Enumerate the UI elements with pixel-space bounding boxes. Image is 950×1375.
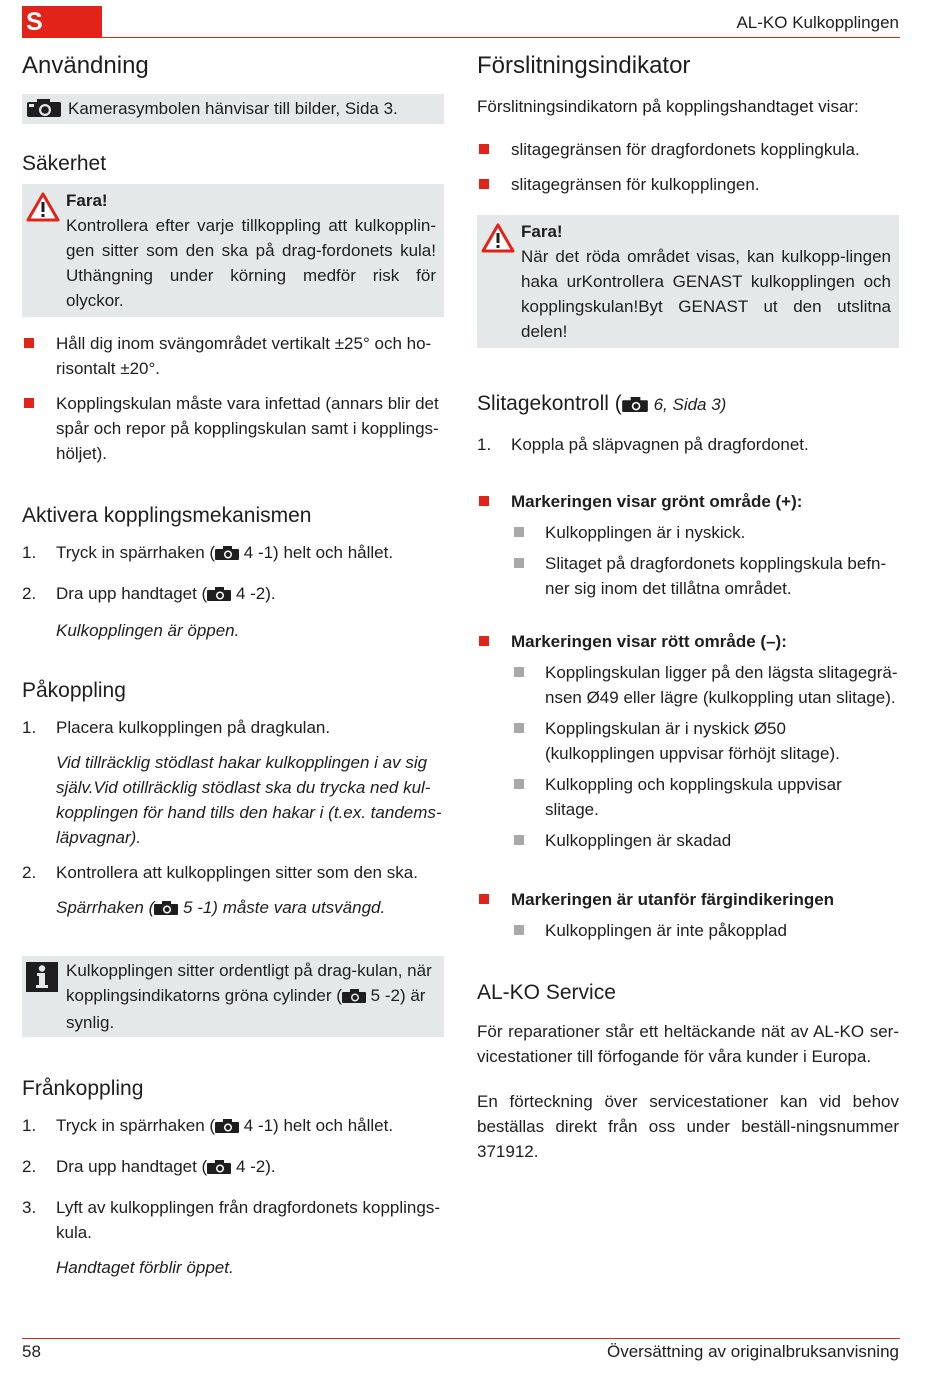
warning-triangle-icon — [26, 192, 60, 229]
outside-marking-title: Markeringen är utanför färgindikeringen — [477, 887, 899, 912]
list-item: Slitaget på dragfordonets kopplingskula befn-ner sig inom det tillåtna området. — [511, 551, 899, 601]
wear-intro: Förslitningsindikatorn på kopplingshandtaget visar: — [477, 97, 859, 116]
step-text: helt och hållet. — [278, 543, 394, 562]
step-text: Koppla på släpvagnen på dragfordonet. — [511, 435, 809, 454]
wear-warning-title: Fara! — [521, 222, 563, 241]
check-heading-text: Slitagekontroll ( — [477, 392, 622, 415]
page-number: 58 — [22, 1342, 41, 1361]
right-column — [477, 50, 899, 1164]
red-marking-title: Markeringen visar rött område (–): — [477, 629, 899, 654]
uncoupling-steps — [22, 1113, 444, 1245]
safety-bullet-list — [22, 331, 444, 466]
step-item — [22, 860, 444, 885]
step-number: 1. — [477, 435, 492, 454]
step-item — [22, 1154, 444, 1181]
step-text: Dra upp handtaget ( — [56, 584, 208, 603]
figure-reference: 4 -1) — [243, 1116, 279, 1135]
step-number: 2. — [22, 584, 37, 603]
check-heading — [477, 390, 899, 420]
safety-warning-title: Fara! — [66, 191, 108, 210]
figure-reference: 5 -1) måste vara utsvängd. — [183, 898, 386, 917]
safety-warning-box — [22, 184, 444, 317]
safety-heading: Säkerhet — [22, 152, 107, 175]
figure-reference: 5 -2) är synlig. — [66, 986, 426, 1032]
red-marking-list — [477, 629, 899, 654]
step-text: Placera kulkopplingen på dragkulan. — [56, 718, 331, 737]
figure-reference: 6, Sida 3) — [653, 395, 727, 414]
step-number: 2. — [22, 863, 37, 882]
warning-triangle-icon — [481, 223, 515, 260]
info-icon — [26, 962, 58, 999]
figure-reference: 4 -2). — [235, 1157, 276, 1176]
safety-warning-text: Kontrollera efter varje tillkoppling att kulkopplin-gen sitter som den ska på drag-fordonets kula! Uthängning under körning medför risk för olyckor. — [66, 216, 436, 310]
green-marking-title: Markeringen visar grönt område (+): — [477, 489, 899, 514]
activate-steps — [22, 540, 444, 608]
camera-icon — [207, 583, 231, 608]
camera-icon — [26, 98, 62, 125]
step-item — [22, 581, 444, 608]
camera-icon — [207, 1156, 231, 1181]
camera-icon — [215, 542, 239, 567]
header-rule — [102, 37, 900, 38]
activate-result: Kulkopplingen är öppen. — [56, 621, 240, 640]
step-item — [22, 1195, 444, 1245]
info-box — [22, 956, 444, 1037]
coupling-note: Vid tillräcklig stödlast hakar kulkopplingen i av sig själv.Vid otillräcklig stödlast ska du trycka ned kul-kopplingen för hand tills den hakar i (t.ex. tandems-läpvagnar). — [56, 753, 442, 847]
coupling-steps-2 — [22, 860, 444, 885]
info-text: Kulkopplingen sitter ordentligt på drag-kulan, när kopplingsindikatorns gröna cylinder ( — [66, 961, 432, 1005]
language-badge: S — [22, 6, 102, 38]
outside-marking-list — [477, 887, 899, 912]
list-item: Kopplingskulan måste vara infettad (annars blir det spår och repor på kopplingskulan samt i kopplings-höljet). — [22, 391, 444, 466]
uncoupling-result: Handtaget förblir öppet. — [56, 1258, 234, 1277]
list-item: Håll dig inom svängområdet vertikalt ±25° och ho-risontalt ±20°. — [22, 331, 444, 381]
camera-icon — [215, 1115, 239, 1140]
step-number: 1. — [22, 543, 37, 562]
list-item: Kulkopplingen är i nyskick. — [511, 520, 899, 545]
wear-warning-text: När det röda området visas, kan kulkopp-lingen haka urKontrollera GENAST kulkopplingen och kopplingskulan!Byt GENAST ut den utslitna delen! — [521, 247, 891, 341]
list-item: Kulkopplingen är skadad — [511, 828, 899, 853]
camera-note-text: Kamerasymbolen hänvisar till bilder, Sida 3. — [68, 99, 398, 118]
uncoupling-heading: Frånkoppling — [22, 1077, 144, 1100]
red-marking-items — [511, 660, 899, 853]
result-text: Spärrhaken ( — [56, 898, 155, 917]
outside-marking-items — [511, 918, 899, 943]
coupling-heading: Påkoppling — [22, 679, 126, 702]
wear-heading: Förslitningsindikator — [477, 52, 691, 79]
step-text: Dra upp handtaget ( — [56, 1157, 208, 1176]
wear-bullet-list — [477, 137, 899, 197]
step-text: Kontrollera att kulkopplingen sitter som den ska. — [56, 863, 418, 882]
step-number: 1. — [22, 718, 37, 737]
camera-icon — [342, 985, 366, 1010]
camera-note-box — [22, 94, 444, 124]
list-item: slitagegränsen för dragfordonets kopplingkula. — [477, 137, 899, 162]
wear-warning-box — [477, 215, 899, 348]
coupling-steps — [22, 715, 444, 740]
service-paragraph-2: En förteckning över servicestationer kan vid behov beställas direkt från oss under beställ-ningsnummer 371912. — [477, 1092, 899, 1161]
footer-text: Översättning av originalbruksanvisning — [607, 1342, 899, 1361]
step-number: 2. — [22, 1157, 37, 1176]
step-item — [22, 540, 444, 567]
usage-heading: Användning — [22, 52, 149, 79]
step-text: Tryck in spärrhaken ( — [56, 1116, 216, 1135]
step-text: Lyft av kulkopplingen från dragfordonets kopplings-kula. — [56, 1198, 440, 1242]
figure-reference: 4 -2). — [235, 584, 276, 603]
left-column — [22, 50, 444, 1280]
list-item: Kopplingskulan är i nyskick Ø50 (kulkopplingen uppvisar förhöjt slitage). — [511, 716, 899, 766]
green-marking-list — [477, 489, 899, 514]
list-item: Kulkopplingen är inte påkopplad — [511, 918, 899, 943]
list-item: slitagegränsen för kulkopplingen. — [477, 172, 899, 197]
service-heading: AL-KO Service — [477, 981, 616, 1004]
service-paragraph-1: För reparationer står ett heltäckande nät av AL-KO ser-vicestationer till förfogande för våra kunder i Europa. — [477, 1022, 899, 1066]
activate-heading: Aktivera kopplingsmekanismen — [22, 504, 312, 527]
header-title: AL-KO Kulkopplingen — [736, 13, 899, 32]
step-text: Tryck in spärrhaken ( — [56, 543, 216, 562]
figure-reference: 4 -1) — [243, 543, 279, 562]
list-item: Kulkoppling och kopplingskula uppvisar slitage. — [511, 772, 899, 822]
camera-icon — [622, 392, 648, 420]
green-marking-items — [511, 520, 899, 601]
step-number: 1. — [22, 1116, 37, 1135]
list-item: Kopplingskulan ligger på den lägsta slitagegrä-nsen Ø49 eller lägre (kulkoppling utan slitage). — [511, 660, 899, 710]
step-text: helt och hållet. — [278, 1116, 394, 1135]
step-item — [477, 432, 899, 457]
step-item — [22, 715, 444, 740]
coupling-result — [22, 895, 444, 922]
check-steps — [477, 432, 899, 457]
step-item — [22, 1113, 444, 1140]
camera-icon — [154, 897, 178, 922]
step-number: 3. — [22, 1198, 37, 1217]
